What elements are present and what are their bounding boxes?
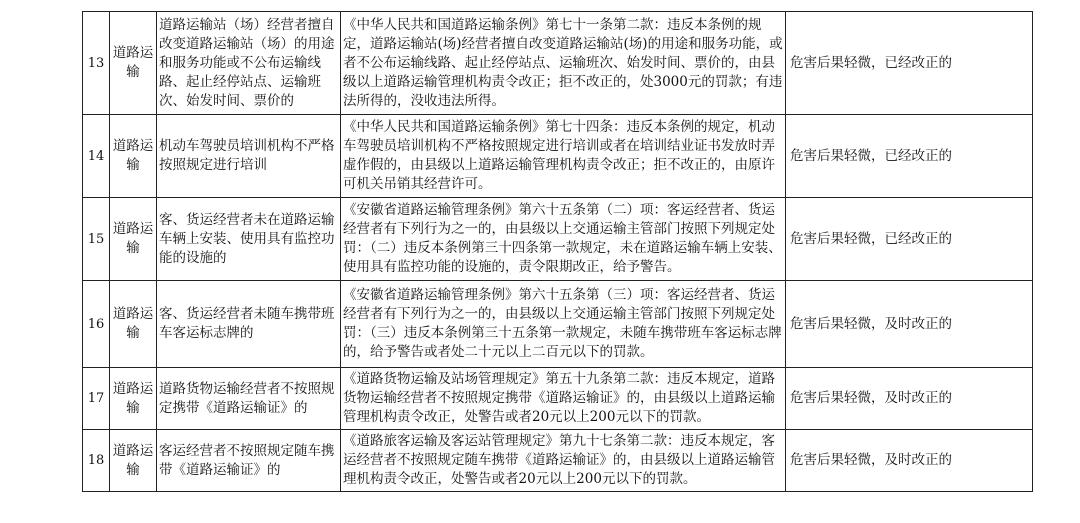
row-exemption-condition: 危害后果轻微，已经改正的	[786, 198, 1033, 281]
row-exemption-condition: 危害后果轻微，及时改正的	[786, 430, 1033, 492]
row-exemption-condition: 危害后果轻微，及时改正的	[786, 281, 1033, 368]
row-category: 道路运输	[110, 12, 157, 115]
row-legal-basis: 《中华人民共和国道路运输条例》第七十四条：违反本条例的规定，机动车驾驶员培训机构不严格按照规定进行培训或者在培训结业证书发放时弄虚作假的，由县级以上道路运输管理机构责令改正；拒不改正的，由原许可机关吊销其经营许可。	[341, 115, 786, 198]
row-exemption-condition: 危害后果轻微，及时改正的	[786, 368, 1033, 430]
row-category: 道路运输	[110, 198, 157, 281]
table-row	[83, 430, 1033, 492]
row-number: 14	[83, 115, 110, 198]
table-row	[83, 281, 1033, 368]
row-category: 道路运输	[110, 115, 157, 198]
row-legal-basis: 《安徽省道路运输管理条例》第六十五条第（二）项：客运经营者、货运经营者有下列行为之一的，由县级以上交通运输主管部门按照下列规定处罚：（二）违反本条例第三十四条第一款规定，未在道路运输车辆上安装、使用具有监控功能的设施的，责令限期改正，给予警告。	[341, 198, 786, 281]
row-number: 15	[83, 198, 110, 281]
row-number: 13	[83, 12, 110, 115]
row-number: 18	[83, 430, 110, 492]
row-violation: 道路运输站（场）经营者擅自改变道路运输站（场）的用途和服务功能或不公布运输线路、起止经停站点、运输班次、始发时间、票价的	[157, 12, 341, 115]
table-row	[83, 115, 1033, 198]
row-violation: 道路货物运输经营者不按照规定携带《道路运输证》的	[157, 368, 341, 430]
row-violation: 客、货运经营者未随车携带班车客运标志牌的	[157, 281, 341, 368]
row-exemption-condition: 危害后果轻微，已经改正的	[786, 115, 1033, 198]
row-violation: 机动车驾驶员培训机构不严格按照规定进行培训	[157, 115, 341, 198]
row-violation: 客运经营者不按照规定随车携带《道路运输证》的	[157, 430, 341, 492]
row-category: 道路运输	[110, 430, 157, 492]
table-row	[83, 198, 1033, 281]
row-legal-basis: 《安徽省道路运输管理条例》第六十五条第（三）项：客运经营者、货运经营者有下列行为之一的，由县级以上交通运输主管部门按照下列规定处罚：（三）违反本条例第三十五条第一款规定，未随车携带班车客运标志牌的，给予警告或者处二十元以上二百元以下的罚款。	[341, 281, 786, 368]
penalty-exemption-table	[82, 11, 1033, 492]
table-row	[83, 12, 1033, 115]
row-number: 17	[83, 368, 110, 430]
table-row	[83, 368, 1033, 430]
row-legal-basis: 《中华人民共和国道路运输条例》第七十一条第二款：违反本条例的规定，道路运输站(场)经营者擅自改变道路运输站(场)的用途和服务功能，或者不公布运输线路、起止经停站点、运输班次、始发时间、票价的，由县级以上道路运输管理机构责令改正；拒不改正的，处3000元的罚款；有违法所得的，没收违法所得。	[341, 12, 786, 115]
row-category: 道路运输	[110, 281, 157, 368]
document-page	[82, 11, 1032, 492]
row-category: 道路运输	[110, 368, 157, 430]
row-legal-basis: 《道路旅客运输及客运站管理规定》第九十七条第二款：违反本规定，客运经营者不按照规定随车携带《道路运输证》的，由县级以上道路运输管理机构责令改正，处警告或者20元以上200元以下的罚款。	[341, 430, 786, 492]
row-violation: 客、货运经营者未在道路运输车辆上安装、使用具有监控功能的设施的	[157, 198, 341, 281]
row-legal-basis: 《道路货物运输及站场管理规定》第五十九条第二款：违反本规定，道路货物运输经营者不按照规定携带《道路运输证》的，由县级以上道路运输管理机构责令改正，处警告或者20元以上200元以下的罚款。	[341, 368, 786, 430]
row-number: 16	[83, 281, 110, 368]
row-exemption-condition: 危害后果轻微，已经改正的	[786, 12, 1033, 115]
